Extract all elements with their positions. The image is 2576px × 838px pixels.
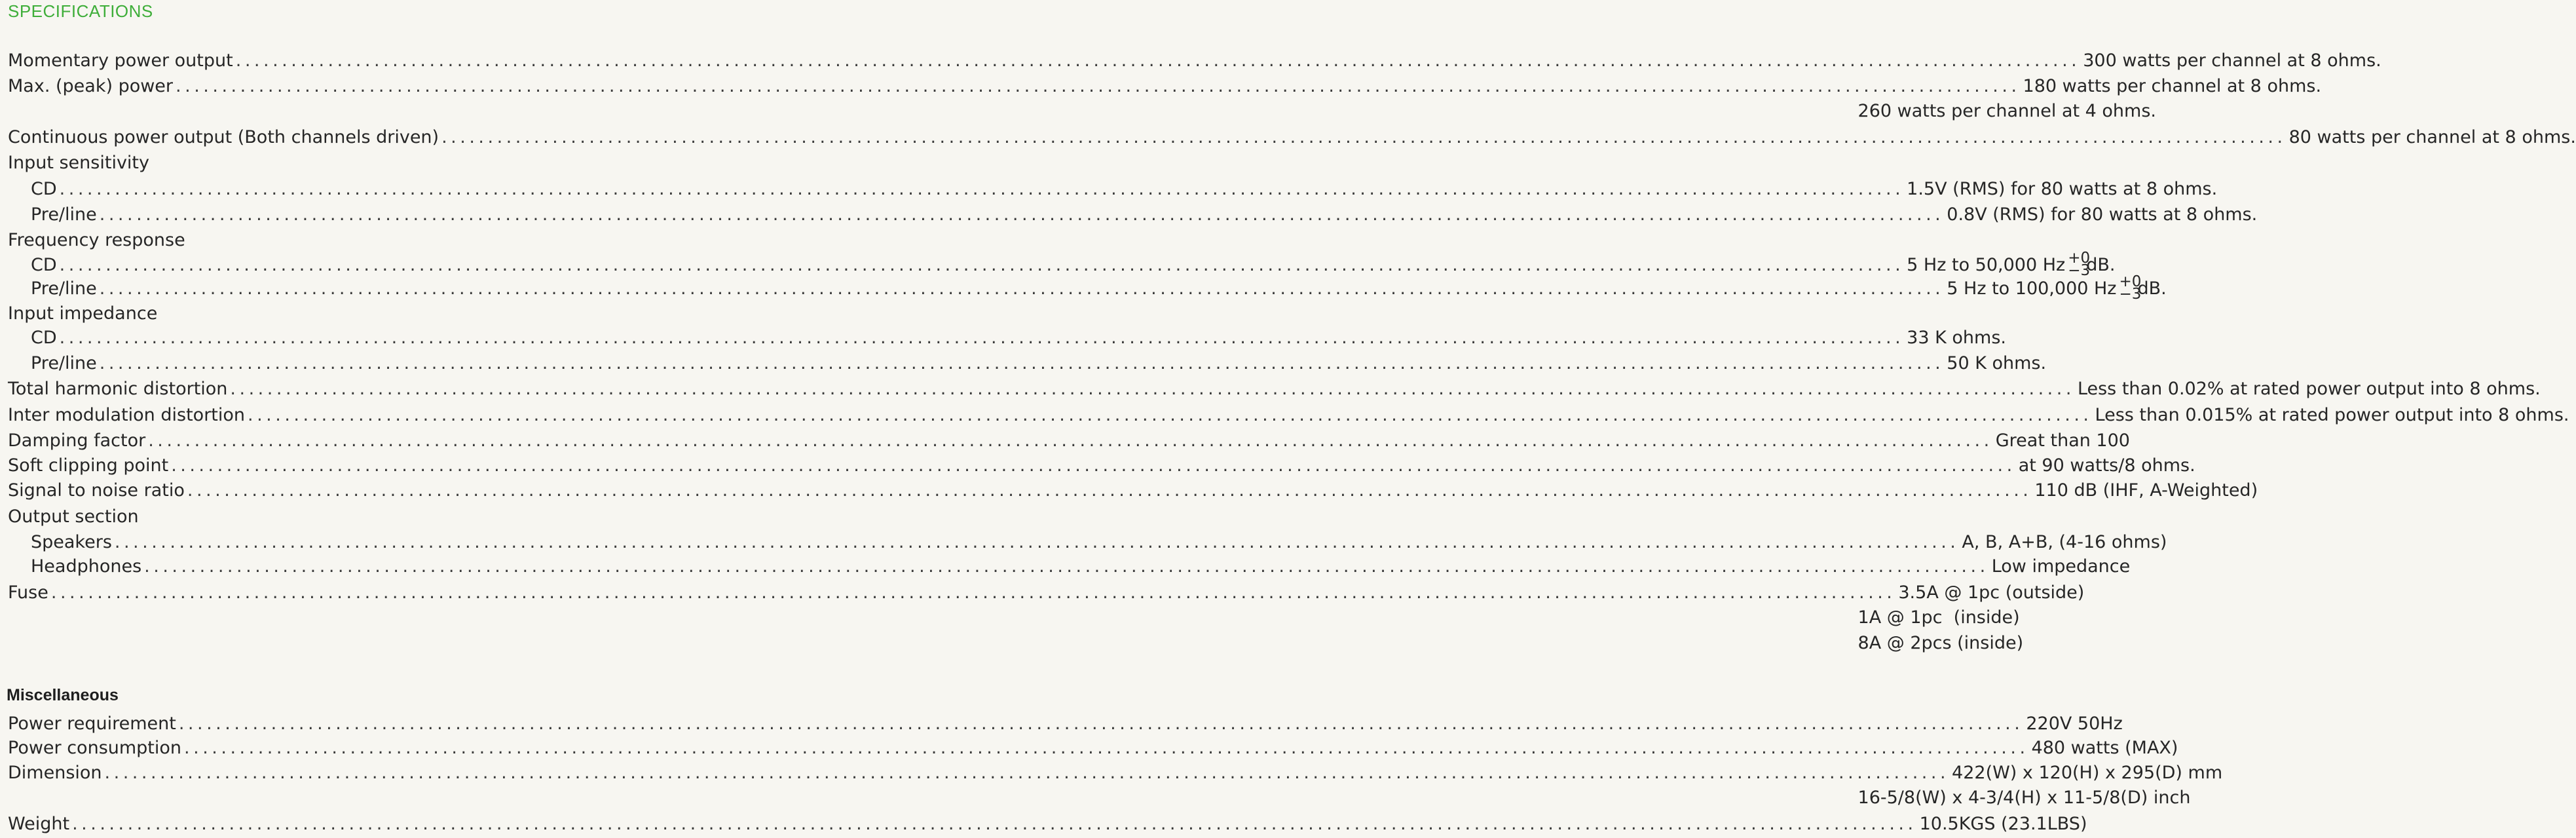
- spec-row-sensitivity-preline: [8, 202, 2258, 227]
- dot-leader: ........................................................................................................................................................................................................: [178, 714, 2024, 734]
- spec-label: Fuse: [8, 582, 48, 603]
- spec-row-speakers: [8, 530, 2167, 555]
- spec-label: Damping factor: [8, 430, 146, 451]
- spec-row-headphones: [8, 554, 2131, 579]
- spec-value: 8A @ 2pcs (inside): [1857, 633, 2024, 653]
- spec-label: Dimension: [8, 763, 102, 783]
- spec-group-label: Input impedance: [8, 303, 158, 324]
- spec-value: 0.8V (RMS) for 80 watts at 8 ohms.: [1947, 204, 2258, 225]
- spec-value: 220V 50Hz: [2026, 714, 2123, 734]
- spec-value: Low impedance: [1991, 556, 2131, 577]
- spec-label: Power consumption: [8, 738, 182, 758]
- spec-row-fuse-inside-8a: [8, 631, 2024, 656]
- spec-label: Headphones: [31, 556, 142, 577]
- spec-group-frequency-response: [8, 228, 848, 253]
- spec-group-output-section: [8, 505, 848, 529]
- spec-row-weight: [8, 812, 2087, 837]
- spec-label: CD: [31, 179, 57, 199]
- spec-row-max-power-4ohm: [8, 99, 2156, 124]
- spec-group-label: Input sensitivity: [8, 153, 149, 173]
- dot-leader: ........................................................................................................................................................................................................: [59, 179, 1905, 199]
- spec-row-power-consumption: [8, 736, 2178, 761]
- spec-row-damping-factor: [8, 429, 2130, 453]
- spec-row-max-power: [8, 74, 2322, 99]
- spec-row-fuse: [8, 581, 2085, 605]
- spec-value: A, B, A+B, (4-16 ohms): [1962, 532, 2167, 552]
- spec-value: 33 K ohms.: [1907, 328, 2006, 348]
- tolerance: [2119, 273, 2142, 303]
- spec-label: CD: [31, 255, 57, 275]
- spec-label: Signal to noise ratio: [8, 480, 185, 501]
- spec-group-input-sensitivity: [8, 151, 848, 176]
- spec-value: [1907, 249, 2116, 279]
- spec-row-imd: [8, 403, 2569, 428]
- spec-value: 422(W) x 120(H) x 295(D) mm: [1952, 763, 2223, 783]
- spec-group-input-impedance: [8, 301, 848, 326]
- spec-row-fuse-inside-1a: [8, 605, 2020, 630]
- spec-row-continuous-power: [8, 125, 2576, 150]
- dot-leader: ........................................................................................................................................................................................................: [148, 430, 1993, 451]
- spec-value: 50 K ohms.: [1947, 353, 2047, 373]
- spec-label: Momentary power output: [8, 50, 233, 71]
- spec-value: Great than 100: [1995, 430, 2130, 451]
- dot-leader: ........................................................................................................................................................................................................: [72, 814, 1917, 834]
- spec-value: at 90 watts/8 ohms.: [2018, 455, 2195, 476]
- spec-value: 1.5V (RMS) for 80 watts at 8 ohms.: [1907, 179, 2218, 199]
- spec-label: Speakers: [31, 532, 112, 552]
- spec-value: 260 watts per channel at 4 ohms.: [1857, 101, 2156, 121]
- spec-label: Continuous power output (Both channels driven): [8, 127, 439, 147]
- dot-leader: ........................................................................................................................................................................................................: [184, 738, 2029, 758]
- spec-row-power-requirement: [8, 712, 2123, 736]
- spec-value: 10.5KGS (23.1LBS): [1919, 814, 2087, 834]
- spec-label: Inter modulation distortion: [8, 405, 246, 425]
- spec-value: 300 watts per channel at 8 ohms.: [2083, 50, 2381, 71]
- spec-value: 80 watts per channel at 8 ohms.: [2288, 127, 2576, 147]
- spec-label: CD: [31, 328, 57, 348]
- dot-leader: ........................................................................................................................................................................................................: [99, 278, 1945, 299]
- tolerance-upper: +0: [2119, 273, 2142, 290]
- spec-row-sensitivity-cd: [8, 177, 2218, 202]
- spec-group-label: Output section: [8, 506, 139, 527]
- dot-leader: ........................................................................................................................................................................................................: [235, 50, 2081, 71]
- dot-leader: ........................................................................................................................................................................................................: [230, 379, 2075, 399]
- tolerance: [2068, 249, 2091, 279]
- spec-row-momentary-power: [8, 48, 2381, 73]
- dot-leader: ........................................................................................................................................................................................................: [144, 556, 1989, 577]
- spec-value: 180 watts per channel at 8 ohms.: [2023, 76, 2322, 96]
- dot-leader: ........................................................................................................................................................................................................: [176, 76, 2021, 96]
- frequency-range: 5 Hz to 50,000 Hz: [1907, 255, 2066, 275]
- spec-label: Weight: [8, 814, 70, 834]
- spec-value: 3.5A @ 1pc (outside): [1898, 582, 2085, 603]
- spec-row-frequency-cd: [8, 249, 2116, 279]
- spec-value: 110 dB (IHF, A-Weighted): [2034, 480, 2258, 501]
- dot-leader: ........................................................................................................................................................................................................: [59, 328, 1905, 348]
- dot-leader: ........................................................................................................................................................................................................: [171, 455, 2016, 476]
- spec-row-dimension: [8, 761, 2223, 786]
- spec-label: Pre/line: [31, 353, 97, 373]
- spec-value: Less than 0.015% at rated power output into 8 ohms.: [2095, 405, 2569, 425]
- spec-row-thd: [8, 377, 2541, 402]
- spec-label: Pre/line: [31, 204, 97, 225]
- spec-value: 480 watts (MAX): [2031, 738, 2178, 758]
- dot-leader: ........................................................................................................................................................................................................: [104, 763, 1950, 783]
- spec-row-snr: [8, 478, 2258, 503]
- spec-value: [1947, 273, 2167, 303]
- dot-leader: ........................................................................................................................................................................................................: [99, 353, 1945, 373]
- section-heading-miscellaneous: Miscellaneous: [7, 686, 119, 704]
- dot-leader: ........................................................................................................................................................................................................: [187, 480, 2032, 501]
- spec-label: Power requirement: [8, 714, 176, 734]
- spec-label: Total harmonic distortion: [8, 379, 228, 399]
- spec-label: Max. (peak) power: [8, 76, 174, 96]
- spec-value: Less than 0.02% at rated power output into 8 ohms.: [2077, 379, 2541, 399]
- spec-label: Soft clipping point: [8, 455, 169, 476]
- dot-leader: ........................................................................................................................................................................................................: [441, 127, 2287, 147]
- tolerance-lower: −3: [2119, 285, 2142, 303]
- unit: dB.: [2086, 255, 2116, 275]
- unit: dB.: [2137, 278, 2167, 299]
- spec-label: Pre/line: [31, 278, 97, 299]
- spec-row-soft-clipping: [8, 453, 2195, 478]
- dot-leader: ........................................................................................................................................................................................................: [114, 532, 1960, 552]
- spec-value: 16-5/8(W) x 4-3/4(H) x 11-5/8(D) inch: [1857, 788, 2191, 808]
- spec-row-impedance-cd: [8, 326, 2006, 351]
- dot-leader: ........................................................................................................................................................................................................: [59, 255, 1905, 275]
- dot-leader: ........................................................................................................................................................................................................: [50, 582, 1896, 603]
- spec-row-frequency-preline: [8, 273, 2167, 303]
- tolerance-upper: +0: [2068, 249, 2091, 267]
- page-title: SPECIFICATIONS: [8, 1, 153, 21]
- dot-leader: ........................................................................................................................................................................................................: [248, 405, 2093, 425]
- spec-group-label: Frequency response: [8, 230, 185, 250]
- spec-value: 1A @ 1pc (inside): [1857, 607, 2020, 628]
- tolerance-lower: −3: [2068, 261, 2091, 279]
- spec-row-impedance-preline: [8, 351, 2047, 376]
- frequency-range: 5 Hz to 100,000 Hz: [1947, 278, 2117, 299]
- spec-row-dimension-inch: [8, 786, 2191, 810]
- dot-leader: ........................................................................................................................................................................................................: [99, 204, 1945, 225]
